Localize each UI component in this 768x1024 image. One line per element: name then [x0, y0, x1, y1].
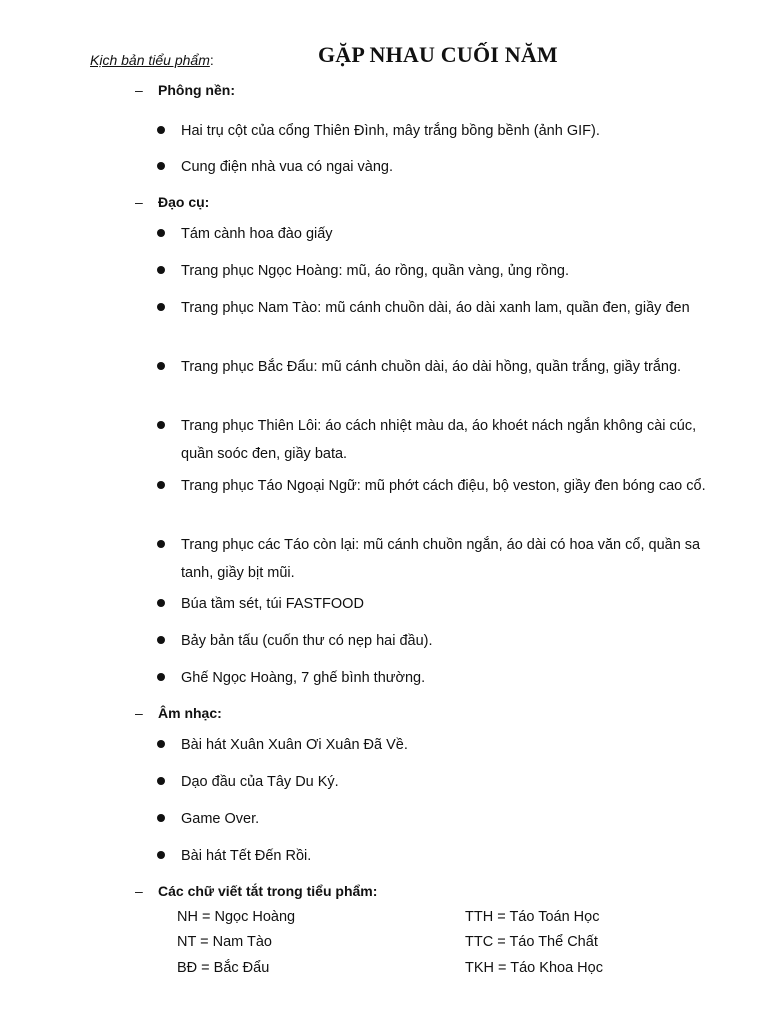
section-heading-music: – Âm nhạc:: [135, 705, 222, 721]
dash-marker: –: [135, 705, 143, 721]
header: [0, 42, 768, 76]
list-item: Ghế Ngọc Hoàng, 7 ghế bình thường.: [157, 664, 717, 692]
script-label: Kịch bản tiểu phẩm:: [90, 52, 214, 68]
bullet-dot-icon: [157, 421, 165, 429]
section-heading-abbreviations: – Các chữ viết tắt trong tiểu phẩm:: [135, 883, 378, 899]
list-item: Trang phục Táo Ngoại Ngữ: mũ phớt cách điệu, bộ veston, giầy đen bóng cao cổ.: [157, 472, 717, 500]
abbreviation-entry: BĐ = Bắc Đẩu: [177, 960, 270, 976]
bullet-dot-icon: [157, 362, 165, 370]
dash-marker: –: [135, 194, 143, 210]
bullet-dot-icon: [157, 851, 165, 859]
list-item: Cung điện nhà vua có ngai vàng.: [157, 153, 717, 181]
abbreviation-entry: NH = Ngọc Hoàng: [177, 909, 296, 925]
section-heading-background: – Phông nền:: [135, 82, 235, 98]
dash-marker: –: [135, 883, 143, 899]
page-title: GẶP NHAU CUỐI NĂM: [318, 42, 558, 67]
bullet-dot-icon: [157, 740, 165, 748]
bullet-dot-icon: [157, 162, 165, 170]
list-item: Búa tầm sét, túi FASTFOOD: [157, 590, 717, 618]
section-heading-props: – Đạo cụ:: [135, 194, 210, 210]
bullet-dot-icon: [157, 540, 165, 548]
bullet-dot-icon: [157, 303, 165, 311]
list-item: Trang phục các Táo còn lại: mũ cánh chuồn ngắn, áo dài có hoa văn cổ, quần sa tanh, giầy bịt mũi.: [157, 531, 717, 587]
bullet-dot-icon: [157, 599, 165, 607]
bullet-dot-icon: [157, 126, 165, 134]
bullet-dot-icon: [157, 673, 165, 681]
list-item: Trang phục Bắc Đẩu: mũ cánh chuồn dài, áo dài hồng, quần trắng, giầy trắng.: [157, 353, 717, 381]
abbreviation-entry: TTC = Táo Thể Chất: [465, 934, 598, 950]
list-item: Trang phục Thiên Lôi: áo cách nhiệt màu da, áo khoét nách ngắn không cài cúc, quần soóc đen, giầy bata.: [157, 412, 717, 468]
abbreviation-entry: TTH = Táo Toán Học: [465, 909, 600, 925]
list-item: Game Over.: [157, 805, 717, 833]
list-item: Trang phục Nam Tào: mũ cánh chuồn dài, áo dài xanh lam, quần đen, giầy đen: [157, 294, 717, 322]
list-item: Bài hát Xuân Xuân Ơi Xuân Đã Về.: [157, 731, 717, 759]
dash-marker: –: [135, 82, 143, 98]
bullet-dot-icon: [157, 266, 165, 274]
abbreviation-entry: TKH = Táo Khoa Học: [465, 960, 603, 976]
list-item: Hai trụ cột của cổng Thiên Đình, mây trắng bồng bềnh (ảnh GIF).: [157, 117, 717, 145]
bullet-dot-icon: [157, 229, 165, 237]
list-item: Bảy bản tấu (cuốn thư có nẹp hai đầu).: [157, 627, 717, 655]
list-item: Trang phục Ngọc Hoàng: mũ, áo rồng, quần vàng, ủng rồng.: [157, 257, 717, 285]
abbreviation-entry: NT = Nam Tào: [177, 934, 272, 950]
bullet-dot-icon: [157, 814, 165, 822]
list-item: Dạo đầu của Tây Du Ký.: [157, 768, 717, 796]
bullet-dot-icon: [157, 777, 165, 785]
bullet-dot-icon: [157, 481, 165, 489]
bullet-dot-icon: [157, 636, 165, 644]
list-item: Tám cành hoa đào giấy: [157, 220, 717, 248]
list-item: Bài hát Tết Đến Rồi.: [157, 842, 717, 870]
